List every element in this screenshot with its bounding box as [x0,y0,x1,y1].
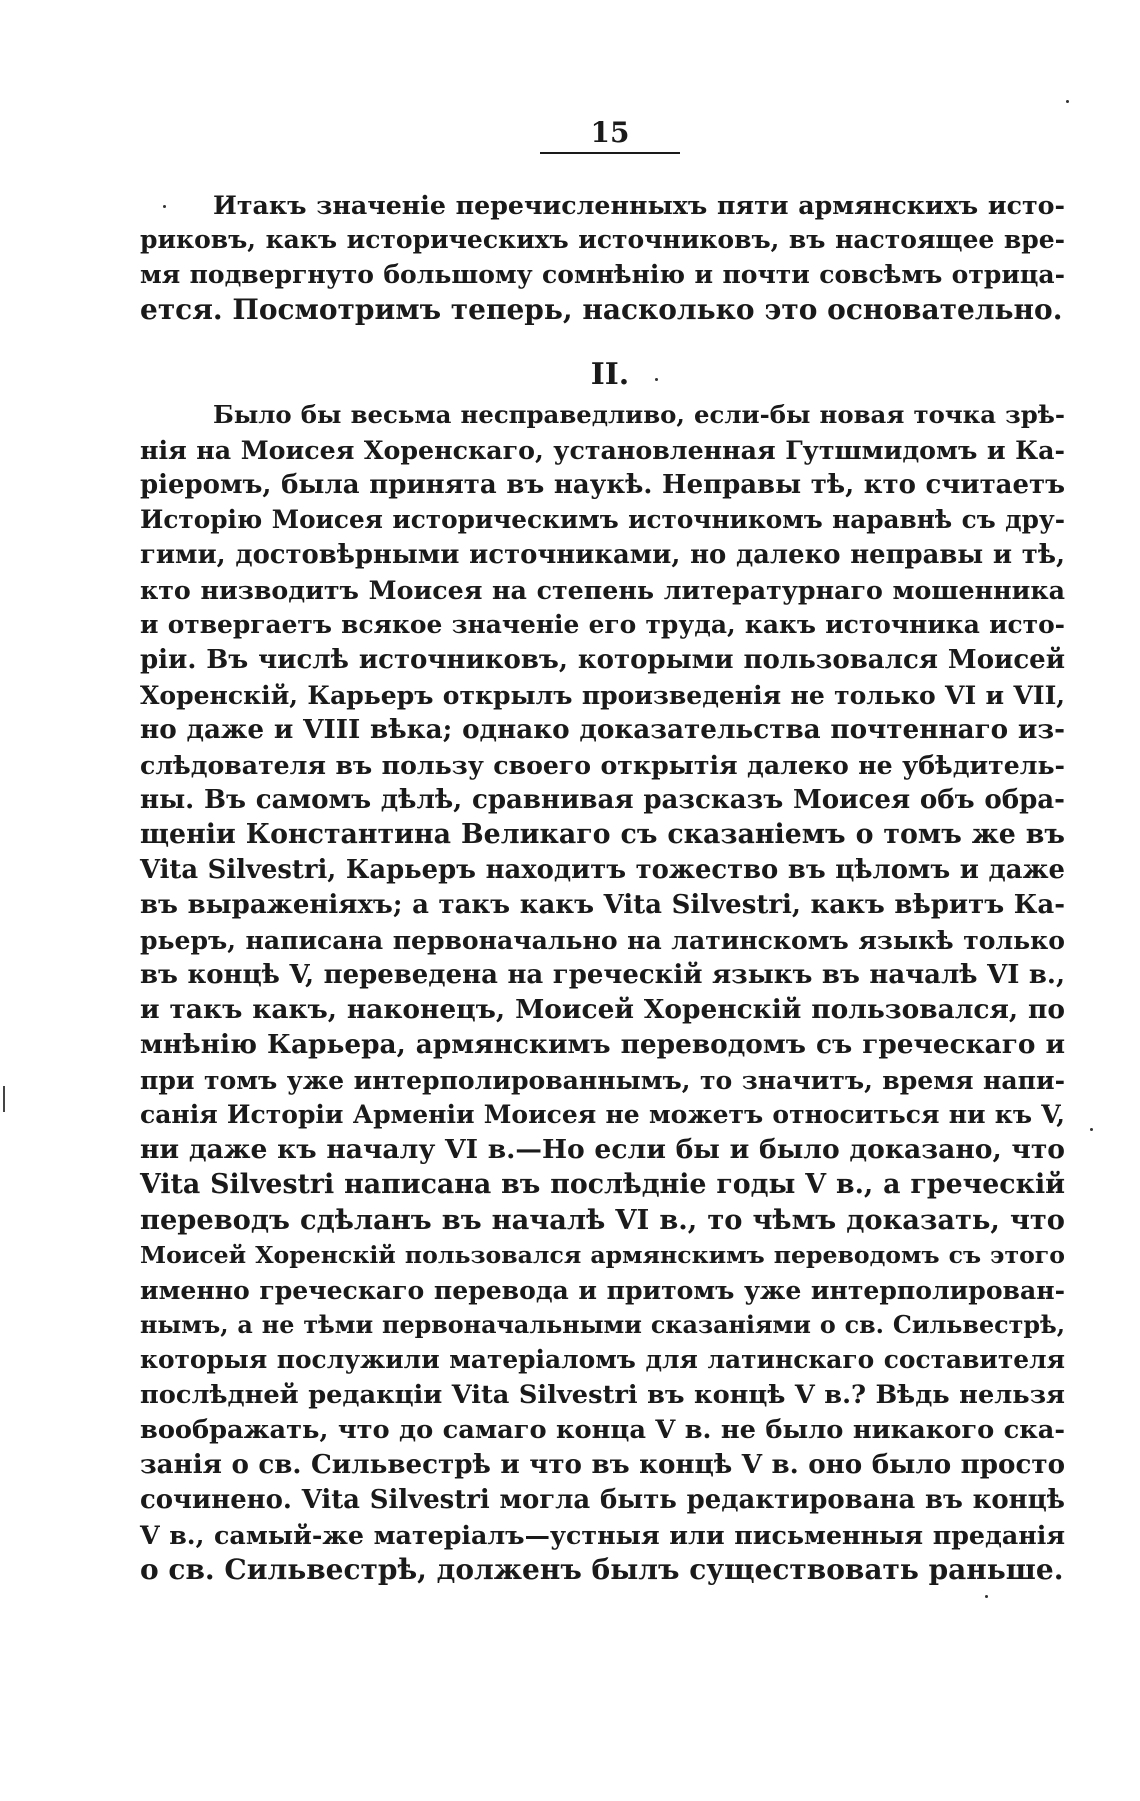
scan-speck [985,1595,988,1598]
text-line: слѣдователя въ пользу своего открытія далеко не убѣдитель- [140,750,1065,780]
text-line: Vita Silvestri, Карьеръ находитъ тожество въ цѣломъ и даже [140,855,1065,885]
text-line: послѣдней редакціи Vita Silvestri въ концѣ V в.? Вѣдь нельзя [140,1380,1065,1410]
scan-edge-mark [3,1086,5,1112]
text-line: Исторію Моисея историческимъ источникомъ наравнѣ съ дру- [140,505,1065,534]
text-line: занія о св. Сильвестрѣ и что въ концѣ V в. оно было просто [140,1449,1065,1480]
text-line: нымъ, а не тѣми первоначальными сказаніями о св. Сильвестрѣ, [140,1311,1065,1339]
text-line: Vita Silvestri написана въ послѣдніе годы V в., а греческій [140,1169,1065,1200]
scan-speck [1066,100,1069,103]
text-line: въ выраженіяхъ; а такъ какъ Vita Silvestri, какъ вѣритъ Ка- [140,890,1065,920]
text-line: санія Исторіи Арменіи Моисея не можетъ относиться ни къ V, [140,1100,1065,1129]
text-line: ріеромъ, была принята въ наукѣ. Неправы тѣ, кто считаетъ [140,470,1065,500]
text-line: но даже и VIII вѣка; однако доказательства почтеннаго из- [140,714,1065,745]
page-number: 15 [590,116,630,149]
text-line: и такъ какъ, наконецъ, Моисей Хоренскій пользовался, по [140,994,1065,1025]
text-line: рьеръ, написана первоначально на латинскомъ языкѣ только [140,925,1065,955]
text-line: переводъ сдѣланъ въ началѣ VI в., то чѣмъ доказать, что [140,1204,1065,1236]
text-line: Моисей Хоренскій пользовался армянскимъ переводомъ съ этого [140,1241,1065,1269]
scan-speck [163,205,166,208]
text-line: при томъ уже интерполированнымъ, то значитъ, время напи- [140,1065,1065,1095]
text-line: риковъ, какъ историческихъ источниковъ, въ настоящее вре- [140,225,1065,254]
text-line: щеніи Константина Великаго съ сказаніемъ о томъ же въ [140,819,1065,850]
text-line: нія на Моисея Хоренскаго, установленная Гутшмидомъ и Ка- [140,435,1065,465]
text-line: ріи. Въ числѣ источниковъ, которыми пользовался Моисей [140,645,1065,675]
text-line: Хоренскій, Карьеръ открылъ произведенія не только VI и VII, [140,680,1065,710]
text-line: кто низводитъ Моисея на степень литературнаго мошенника [140,575,1065,605]
text-line: гими, достовѣрными источниками, но далеко неправы и тѣ, [140,540,1065,570]
scan-speck [655,378,658,381]
page-number-rule [540,152,680,154]
text-line: V в., самый-же матеріалъ—устныя или письменныя преданія [140,1520,1065,1550]
text-line: Итакъ значеніе перечисленныхъ пяти армянскихъ исто- [213,190,1065,220]
text-line: Было бы весьма несправедливо, если-бы новая точка зрѣ- [213,400,1065,429]
text-line: сочинено. Vita Silvestri могла быть редактирована въ концѣ [140,1485,1065,1515]
text-line: и отвергаетъ всякое значеніе его труда, какъ источника исто- [140,610,1065,639]
text-line: мя подвергнуто большому сомнѣнію и почти совсѣмъ отрица- [140,260,1065,289]
text-line: ни даже къ началу VI в.—Но если бы и было доказано, что [140,1134,1065,1165]
text-line: въ концѣ V, переведена на греческій языкъ въ началѣ VI в., [140,960,1065,990]
text-line: мнѣнію Карьера, армянскимъ переводомъ съ греческаго и [140,1029,1065,1060]
scan-speck [1090,1128,1093,1131]
text-line: воображать, что до самаго конца V в. не было никакого ска- [140,1415,1065,1445]
text-line: которыя послужили матеріаломъ для латинскаго составителя [140,1345,1065,1374]
text-line: ется. Посмотримъ теперь, насколько это основательно. [140,293,1063,326]
text-line: ны. Въ самомъ дѣлѣ, сравнивая разсказъ Моисея объ обра- [140,785,1065,815]
text-line: о св. Сильвестрѣ, долженъ былъ существовать раньше. [140,1553,1064,1586]
section-heading: II. [590,357,630,392]
text-line: именно греческаго перевода и притомъ уже интерполирован- [140,1275,1065,1305]
